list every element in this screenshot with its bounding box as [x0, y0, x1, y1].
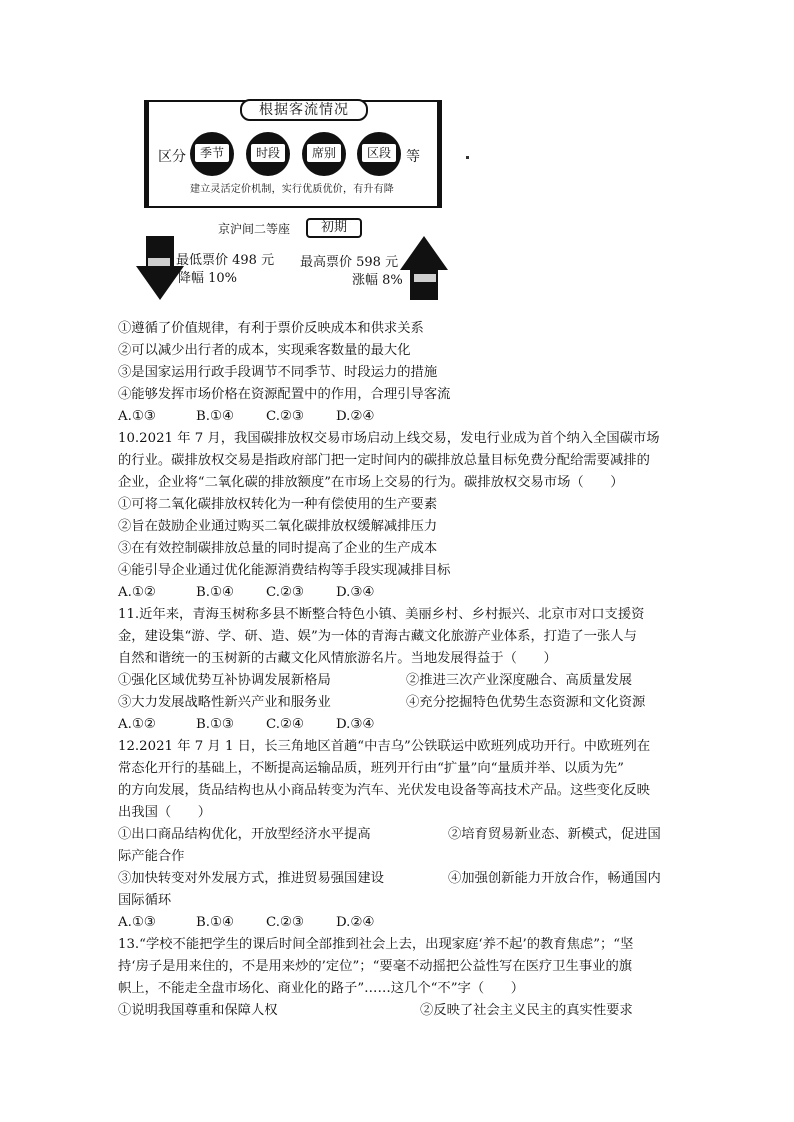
q12-choice-d: D.②④	[336, 915, 375, 930]
q11-option-1: ①强化区域优势互补协调发展新格局	[118, 673, 331, 688]
q13-option-2: ②反映了社会主义民主的真实性要求	[420, 1003, 633, 1018]
figure-note: 建立灵活定价机制，实行优质优价，有升有降	[190, 184, 394, 195]
q10-option-3: ③在有效控制碳排放总量的同时提高了企业的生产成本	[118, 541, 438, 556]
route-label: 京沪间二等座	[218, 222, 291, 236]
q10-stem-line-3: 企业，企业将“二氧化碳的排放额度”在市场上交易的行为。碳排放权交易市场（ ）	[118, 475, 624, 490]
q13-option-1: ①说明我国尊重和保障人权	[118, 1003, 278, 1018]
q12-choice-a: A.①③	[118, 915, 156, 930]
figure-left-word: 区分	[158, 149, 186, 165]
circle-seat-class	[302, 132, 346, 176]
figure-right-word: 等	[406, 149, 420, 165]
q13-stem-line-3: 帜上，不能走全盘市场化、商业化的路子”……这几个“不”字（ ）	[118, 981, 525, 996]
q11-choice-c: C.②④	[266, 717, 304, 732]
q10-stem-line-2: 的行业。碳排放权交易是指政府部门把一定时间内的碳排放总量目标免费分配给需要减排的	[118, 453, 650, 468]
phase-tag: 初期	[306, 218, 362, 238]
q10-choice-d: D.③④	[336, 585, 375, 600]
circle-period-label: 时段	[251, 144, 285, 162]
q13-stem-line-2: 持‘房子是用来住的，不是用来炒的’定位”；“要毫不动摇把公益性写在医疗卫生事业的旗	[118, 959, 633, 974]
q12-choice-c: C.②③	[266, 915, 304, 930]
q11-stem-line-1: 11.近年来，青海玉树称多县不断整合特色小镇、美丽乡村、乡村振兴、北京市对口支援资	[118, 607, 645, 622]
low-change: 降幅 10%	[178, 271, 238, 286]
up-arrow-icon	[400, 236, 448, 300]
circle-section	[357, 132, 401, 176]
q10-choice-c: C.②③	[266, 585, 304, 600]
figure-frame-title: 根据客流情况	[240, 99, 368, 121]
q11-stem-line-2: 金，建设集“游、学、研、造、娱”为一体的青海古藏文化旅游产业体系，打造了一张人与	[118, 629, 637, 644]
q12-option-3: ③加快转变对外发展方式，推进贸易强国建设	[118, 871, 384, 886]
q11-choice-a: A.①②	[118, 717, 156, 732]
q10-stem-line-1: 10.2021 年 7 月，我国碳排放权交易市场启动上线交易，发电行业成为首个纳入全国碳市场	[118, 431, 660, 446]
q11-option-4: ④充分挖掘特色优势生态资源和文化资源	[406, 695, 646, 710]
high-change: 涨幅 8%	[352, 273, 403, 288]
q11-option-2: ②推进三次产业深度融合、高质量发展	[406, 673, 633, 688]
q12-option-4: ④加强创新能力开放合作，畅通国内	[448, 871, 661, 886]
q11-stem-line-3: 自然和谐统一的玉树新的古藏文化风情旅游名片。当地发展得益于（ ）	[118, 651, 557, 666]
q12-option-2: ②培育贸易新业态、新模式，促进国	[448, 827, 661, 842]
q11-choice-b: B.①③	[196, 717, 234, 732]
q9-choice-d: D.②④	[336, 409, 375, 424]
circle-period	[246, 132, 290, 176]
high-price: 最高票价 598 元	[300, 255, 399, 270]
circle-season	[190, 132, 234, 176]
q10-option-4: ④能引导企业通过优化能源消费结构等手段实现减排目标	[118, 563, 451, 578]
q10-option-2: ②旨在鼓励企业通过购买二氧化碳排放权缓解减排压力	[118, 519, 438, 534]
q9-choice-c: C.②③	[266, 409, 304, 424]
q11-option-3: ③大力发展战略性新兴产业和服务业	[118, 695, 331, 710]
q12-stem-line-4: 出我国（ ）	[118, 805, 212, 820]
q12-stem-line-3: 的方向发展，货品结构也从小商品转变为汽车、光伏发电设备等高技术产品。这些变化反映	[118, 783, 650, 798]
q12-option-4-cont: 国际循环	[118, 893, 172, 908]
q12-option-2-cont: 际产能合作	[118, 849, 185, 864]
q13-stem-line-1: 13.“学校不能把学生的课后时间全部推到社会上去，出现家庭‘养不起’的教育焦虑”；“坚	[118, 937, 634, 952]
low-price: 最低票价 498 元	[176, 253, 275, 268]
q12-choice-b: B.①④	[196, 915, 234, 930]
q9-option-3: ③是国家运用行政手段调节不同季节、时段运力的措施	[118, 365, 438, 380]
circle-season-label: 季节	[195, 144, 229, 162]
speck	[466, 156, 469, 159]
q12-option-1: ①出口商品结构优化，开放型经济水平提高	[118, 827, 371, 842]
q9-choice-a: A.①③	[118, 409, 156, 424]
q10-option-1: ①可将二氧化碳排放权转化为一种有偿使用的生产要素	[118, 497, 438, 512]
q12-stem-line-1: 12.2021 年 7 月 1 日，长三角地区首趟“中吉乌”公铁联运中欧班列成功开行。中欧班列在	[118, 739, 651, 754]
q9-option-4: ④能够发挥市场价格在资源配置中的作用，合理引导客流	[118, 387, 451, 402]
q11-choice-d: D.③④	[336, 717, 375, 732]
q10-choice-b: B.①④	[196, 585, 234, 600]
circle-seat-class-label: 席别	[307, 144, 341, 162]
q12-stem-line-2: 常态化开行的基础上，不断提高运输品质，班列开行由“扩量”向“量质并举、以质为先”	[118, 761, 624, 776]
q9-choice-b: B.①④	[196, 409, 234, 424]
q10-choice-a: A.①②	[118, 585, 156, 600]
q9-option-1: ①遵循了价值规律，有利于票价反映成本和供求关系	[118, 321, 424, 336]
q9-option-2: ②可以减少出行者的成本，实现乘客数量的最大化	[118, 343, 411, 358]
circle-section-label: 区段	[362, 144, 396, 162]
